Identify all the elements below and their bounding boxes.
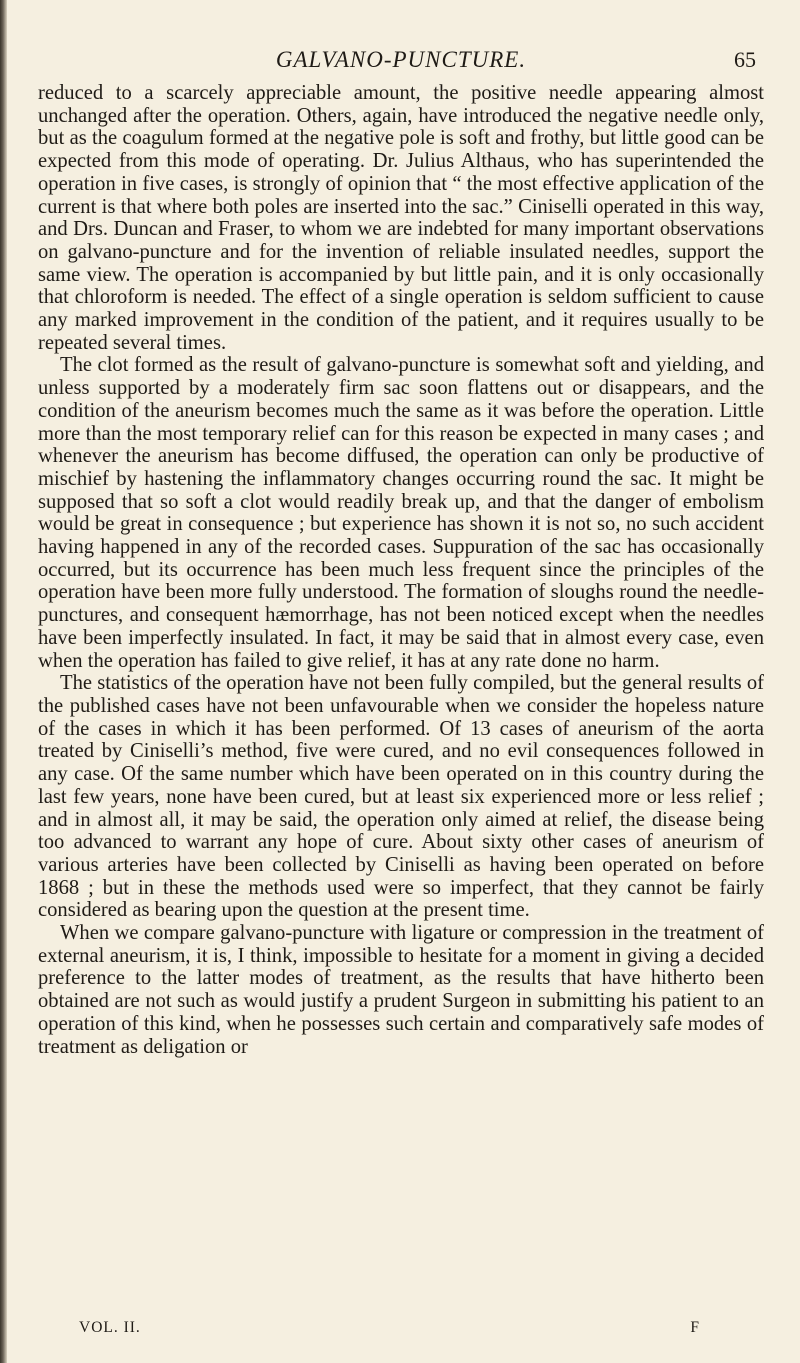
paragraph: The statistics of the operation have not been fully compiled, but the general results of the published cases have not been unfavourable when we consider the hopeless nature of the cases in which it has been performed. Of 13 cases of aneurism of the aorta treated by Ciniselli’s method, five were cured, and no evil consequences followed in any case. Of the same number which have been operated on in this country during the last few years, none have been cured, but at least six experienced more or less relief ; and in almost all, it may be said, the operation only aimed at relief, the disease being too advanced to warrant any hope of cure. About sixty other cases of aneurism of various arteries have been collected by Ciniselli as having been operated on before 1868 ; but in these the methods used were so imperfect, that they cannot be fairly considered as bearing upon the question at the present time.	[38, 672, 764, 922]
page-footer	[38, 1319, 764, 1341]
page-header	[38, 45, 764, 79]
page-number: 65	[734, 47, 756, 72]
paragraph: The clot formed as the result of galvano-puncture is somewhat soft and yielding, and unless supported by a moderately firm sac soon flattens out or disappears, and the condition of the aneurism becomes much the same as it was before the operation. Little more than the most temporary relief can for this reason be expected in many cases ; and whenever the aneurism has become diffused, the operation can only be productive of mischief by hastening the inflammatory changes occurring round the sac. It might be supposed that so soft a clot would readily break up, and that the danger of embolism would be great in consequence ; but experience has shown it is not so, no such accident having happened in any of the recorded cases. Suppuration of the sac has occasionally occurred, but its occurrence has been much less frequent since the principles of the operation have been more fully understood. The formation of sloughs round the needle-punctures, and consequent hæmorrhage, has not been noticed except when the needles have been imperfectly insulated. In fact, it may be said that in almost every case, even when the operation has failed to give relief, it has at any rate done no harm.	[38, 354, 764, 672]
page-binding-edge	[0, 0, 7, 1363]
body-text	[38, 82, 764, 1058]
paragraph: When we compare galvano-puncture with ligature or compression in the treatment of external aneurism, it is, I think, impossible to hesitate for a moment in giving a decided preference to the latter modes of treatment, as the results that have hitherto been obtained are not such as would justify a prudent Surgeon in submitting his patient to an operation of this kind, when he possesses such certain and comparatively safe modes of treatment as deligation or	[38, 922, 764, 1058]
running-title: GALVANO-PUNCTURE.	[275, 47, 527, 72]
paragraph: reduced to a scarcely appreciable amount, the positive needle appearing almost unchanged after the operation. Others, again, have introduced the negative needle only, but as the coagulum formed at the negative pole is soft and frothy, but little good can be expected from this mode of operating. Dr. Julius Althaus, who has superintended the operation in five cases, is strongly of opinion that “ the most effective application of the current is that where both poles are inserted into the sac.” Ciniselli operated in this way, and Drs. Duncan and Fraser, to whom we are indebted for many important observations on galvano-puncture and for the invention of reliable insulated needles, support the same view. The operation is accompanied by but little pain, and it is only occasionally that chloroform is needed. The effect of a single operation is seldom sufficient to cause any marked improvement in the condition of the patient, and it requires usually to be repeated several times.	[38, 82, 764, 354]
signature-mark: F	[690, 1319, 700, 1336]
volume-label: VOL. II.	[79, 1319, 141, 1336]
